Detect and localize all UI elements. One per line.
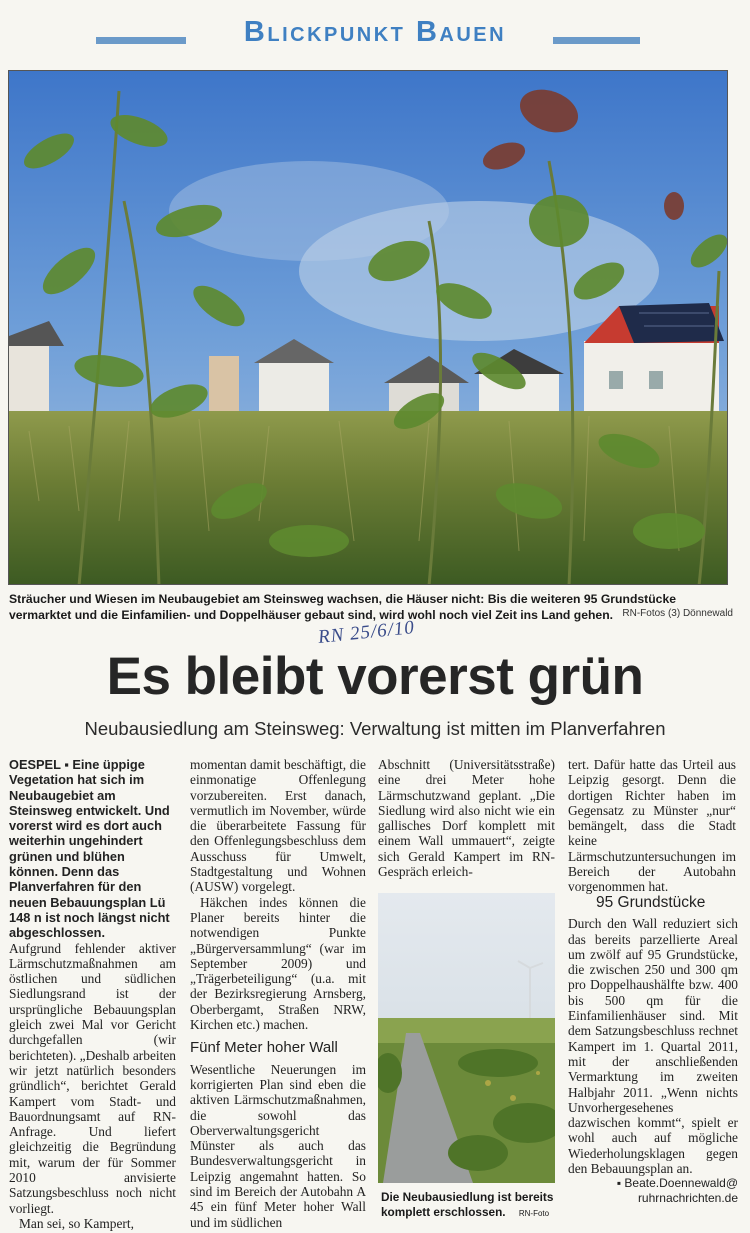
body-paragraph: Abschnitt (Universitätsstraße) eine drei Meter hohe Lärmschutzwand geplant. „Die Siedlung wird also nicht wie ein gallisches Dorf komplett mit einem Wall ummauert“, zeigte sich Gerald Kampert im RN-Gespräch erleich-	[378, 757, 555, 880]
body-paragraph: Häkchen indes können die Planer bereits hinter die notwendigen Punkte „Bürgerversammlung“ (war im September 2009) und „Trägerbeteiligung“ (u.a. mit der Bezirksregierung Arnsberg, Oberbergamt, Straßen NRW, Kirchen etc.) machen.	[190, 894, 366, 1033]
article-column-4	[568, 895, 738, 1206]
lead-paragraph: OESPEL ▪ Eine üppige Vegetation hat sich im Neubaugebiet am Steinsweg entwickelt. Und vorerst wird es dort auch weiterhin ungehindert grünen und blühen können. Denn das Planverfahren für den neuen Bebauungsplan Lü 148 n ist noch längst nicht abgeschlossen.	[9, 757, 170, 941]
secondary-photo-caption	[381, 1190, 556, 1221]
dateline: OESPEL	[9, 757, 61, 772]
body-paragraph: momentan damit beschäftigt, die einmonatige Offenlegung vorzubereiten. Erst danach, vermutlich im November, würde die überarbeitete Fassung für den Offenlegungsbeschluss dem Ausschuss für Umwelt, Stadtgestaltung und Wohnen (AUSW) vorgelegt.	[190, 757, 366, 895]
body-paragraph: Wesentliche Neuerungen im korrigierten Plan sind eben die aktiven Lärmschutzmaßnahmen, die sowohl das Oberverwaltungsgericht Münster als auch das Bundesverwaltungsgericht in Leipzig angemahnt hatten. So sind im Bereich der Autobahn A 45 ein fünf Meter hoher Wall und im südlichen	[190, 1061, 366, 1230]
body-paragraph: Durch den Wall reduziert sich das bereits parzellierte Areal um zwölf auf 95 Grundstücke, die zwischen 250 und 300 qm pro Doppelhaushälfte bzw. 400 bis 500 qm für die Einfamilienhäuser sind. Mit dem Satzungsbeschluss rechnet Kampert im 1. Quartal 2011, mit der anschließenden Vermarktung im zweiten Halbjahr 2011. „Wenn nichts Unvorhergesehenes dazwischen kommt“, spielt er wohl auch auf mögliche Wiederholungsklagen gegen den Bebauungsplan an.	[568, 916, 738, 1177]
subhead-wall: Fünf Meter hoher Wall	[190, 1039, 338, 1057]
article-column-1	[9, 757, 176, 1231]
body-paragraph: Man sei, so Kampert,	[19, 1215, 134, 1231]
handwritten-date-note: RN 25/6/10	[317, 616, 416, 649]
secondary-caption-text: Die Neubausiedlung ist bereits komplett erschlossen.	[381, 1190, 554, 1219]
subheadline: Neubausiedlung am Steinsweg: Verwaltung ist mitten im Planverfahren	[84, 718, 666, 739]
article-column-2	[190, 757, 366, 1230]
article-column-4-top	[568, 757, 736, 895]
section-kicker-bar	[0, 10, 750, 54]
body-paragraph: Aufgrund fehlender aktiver Lärmschutzmaßnahmen am östlichen und südlichen Siedlungsrand ist der ursprüngliche Bebauungsplan gleich zwei Mal vor Gericht durchgefallen (wir berichteten). „Deshalb arbeiten wir jetzt natürlich besonders gründlich“, berichtet Gerald Kampert vom Stadt- und Bauordnungsamt auf RN-Anfrage. Und liefert gleichzeitig die Begründung mit, warum der für Sommer 2010 anvisierte Satzungsbeschluss noch nicht vorliegt.	[9, 940, 176, 1216]
secondary-photo-credit: RN-Foto	[518, 1209, 550, 1218]
headline: Es bleibt vorerst grün	[106, 647, 644, 706]
subhead-plots: 95 Grundstücke	[596, 894, 706, 911]
secondary-photo	[378, 893, 555, 1183]
main-photo	[8, 70, 728, 585]
body-paragraph: tert. Dafür hatte das Urteil aus Leipzig gesorgt. Denn die dortigen Richter haben im Gegensatz zu Münster „nur“ bemängelt, dass die Stadt keine Lärmschutzuntersuchungen im Bereich der Autobahn vorgenommen hat.	[568, 757, 736, 895]
author-email-text: Beate.Doennewald@ ruhrnachrichten.de	[624, 1176, 738, 1206]
photo-caption: Sträucher und Wiesen im Neubaugebiet am Steinsweg wachsen, die Häuser nicht: Bis die weiteren 95 Grundstücke vermarktet und die Einfamilien- und Doppelhäuser gebaut sind, wird wohl noch viel Zeit ins Land gehen.	[9, 592, 676, 622]
article-column-3	[378, 757, 555, 879]
lead-text: Eine üppige Vegetation hat sich im Neubaugebiet am Steinsweg entwickelt. Und vorerst wird es dort auch weiterhin ungehindert grünen und blühen können. Denn das Planverfahren für den neuen Bebauungsplan Lü 148 n ist noch längst nicht abgeschlossen.	[9, 757, 170, 941]
author-email: ▪ Beate.Doennewald@ ruhrnachrichten.de	[616, 1176, 738, 1206]
photo-credit: RN-Fotos (3) Dönnewald	[622, 608, 733, 619]
section-kicker: Blickpunkt Bauen	[243, 16, 507, 48]
